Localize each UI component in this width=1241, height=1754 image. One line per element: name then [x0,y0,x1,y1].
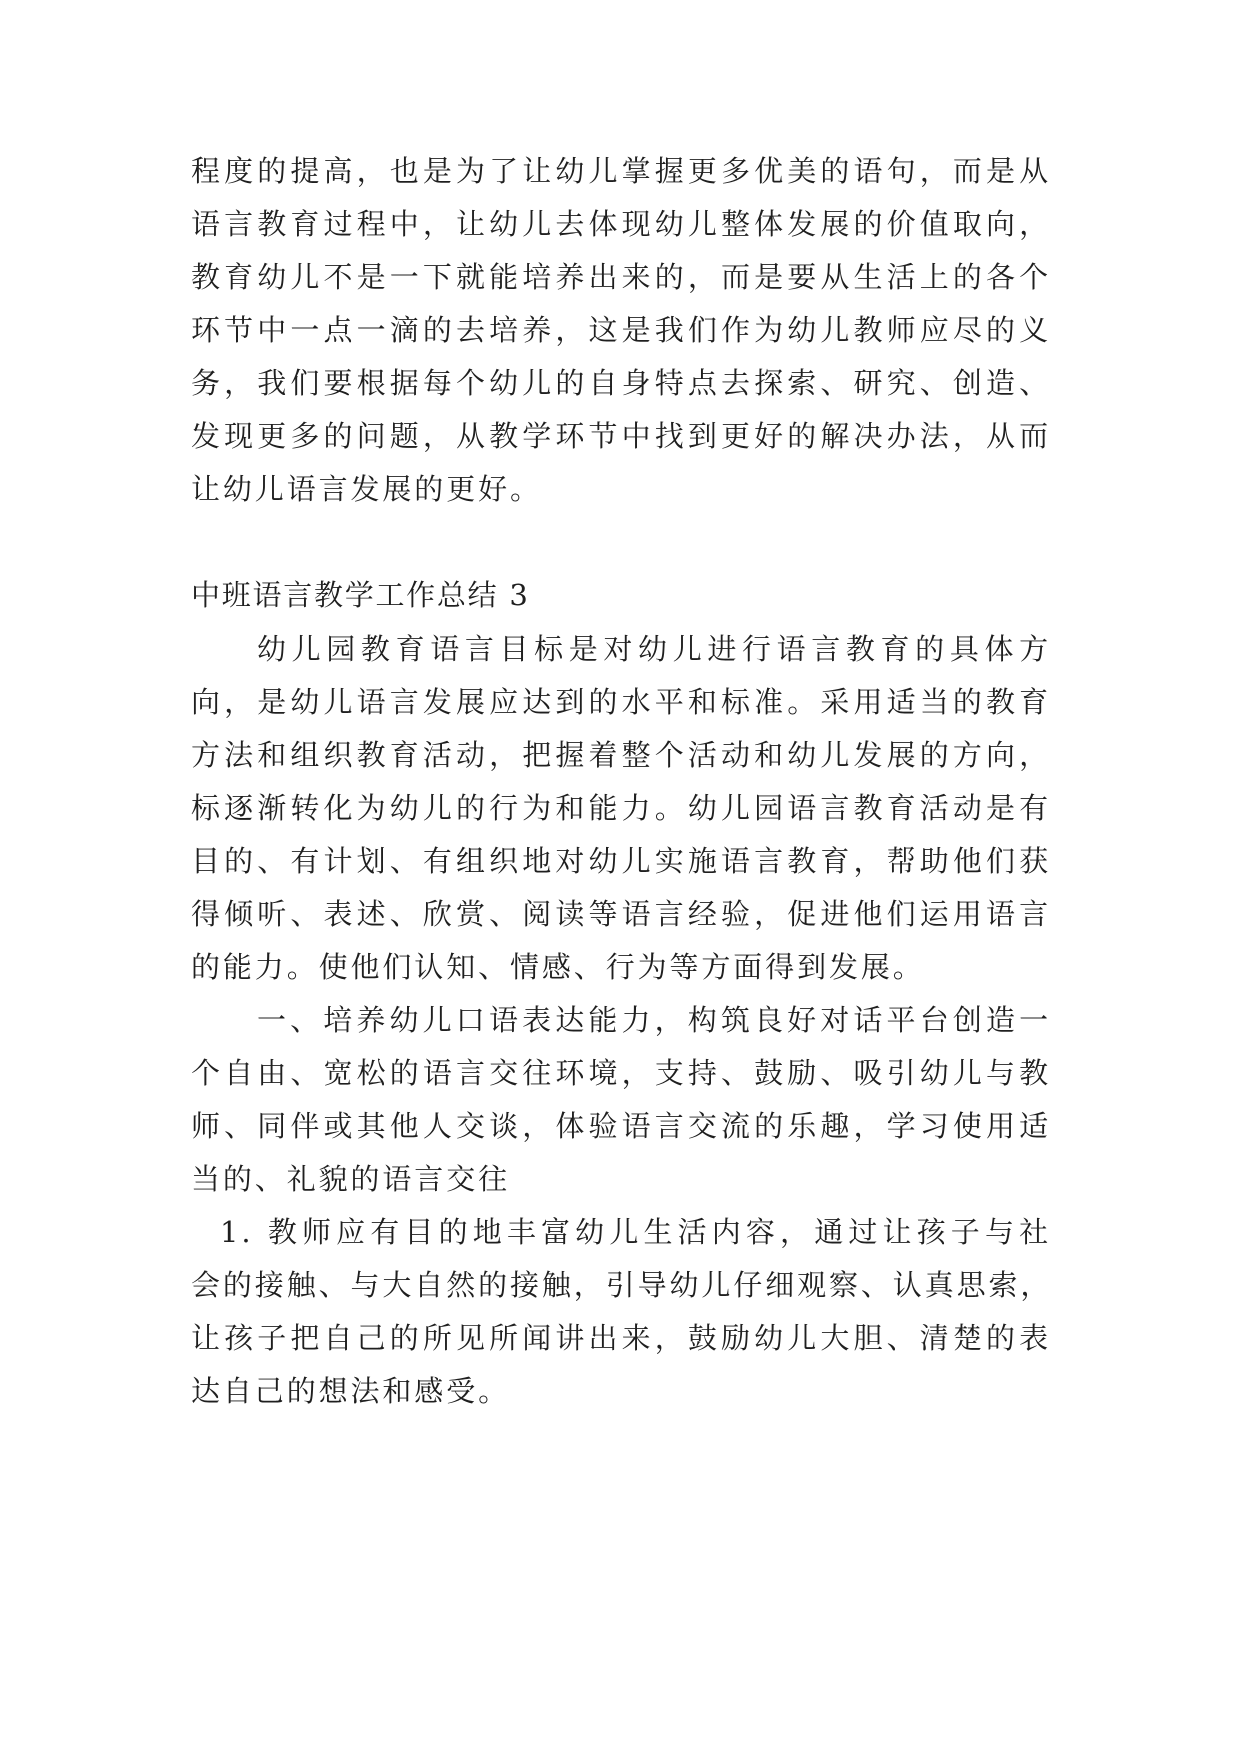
paragraph-2-line-4: 标逐渐转化为幼儿的行为和能力。幼儿园语言教育活动是有 [191,791,1051,825]
paragraph-2-line-6: 得倾听、表述、欣赏、阅读等语言经验，促进他们运用语言 [191,897,1051,931]
paragraph-3-line-3: 师、同伴或其他人交谈，体验语言交流的乐趣，学习使用适 [191,1109,1051,1143]
paragraph-1-line-6: 发现更多的问题，从教学环节中找到更好的解决办法，从而 [191,419,1051,453]
paragraph-1-line-5: 务，我们要根据每个幼儿的自身特点去探索、研究、创造、 [191,366,1051,400]
paragraph-1-line-2: 语言教育过程中，让幼儿去体现幼儿整体发展的价值取向， [191,207,1051,241]
paragraph-3-line-4: 当的、礼貌的语言交往 [191,1162,511,1196]
paragraph-2-line-5: 目的、有计划、有组织地对幼儿实施语言教育，帮助他们获 [191,844,1051,878]
paragraph-4-line-3: 让孩子把自己的所见所闻讲出来，鼓励幼儿大胆、清楚的表 [191,1321,1051,1355]
paragraph-3-line-2: 个自由、宽松的语言交往环境，支持、鼓励、吸引幼儿与教 [191,1056,1051,1090]
section-heading: 中班语言教学工作总结 3 [191,578,530,612]
paragraph-1-line-7: 让幼儿语言发展的更好。 [191,472,542,506]
paragraph-2-line-7: 的能力。使他们认知、情感、行为等方面得到发展。 [191,950,925,984]
paragraph-4-line-4: 达自己的想法和感受。 [191,1374,511,1408]
paragraph-1-line-1: 程度的提高，也是为了让幼儿掌握更多优美的语句，而是从 [191,154,1051,188]
paragraph-1-line-3: 教育幼儿不是一下就能培养出来的，而是要从生活上的各个 [191,260,1051,294]
paragraph-2-line-3: 方法和组织教育活动，把握着整个活动和幼儿发展的方向， [191,738,1051,772]
paragraph-2-line-1: 幼儿园教育语言目标是对幼儿进行语言教育的具体方 [257,632,1051,666]
paragraph-4-line-2: 会的接触、与大自然的接触，引导幼儿仔细观察、认真思索， [191,1268,1053,1302]
paragraph-3-line-1: 一、培养幼儿口语表达能力，构筑良好对话平台创造一 [257,1003,1051,1037]
paragraph-2-line-2: 向，是幼儿语言发展应达到的水平和标准。采用适当的教育 [191,685,1051,719]
paragraph-1-line-4: 环节中一点一滴的去培养，这是我们作为幼儿教师应尽的义 [191,313,1051,347]
paragraph-4-line-1: 1. 教师应有目的地丰富幼儿生活内容，通过让孩子与社 [220,1215,1051,1249]
